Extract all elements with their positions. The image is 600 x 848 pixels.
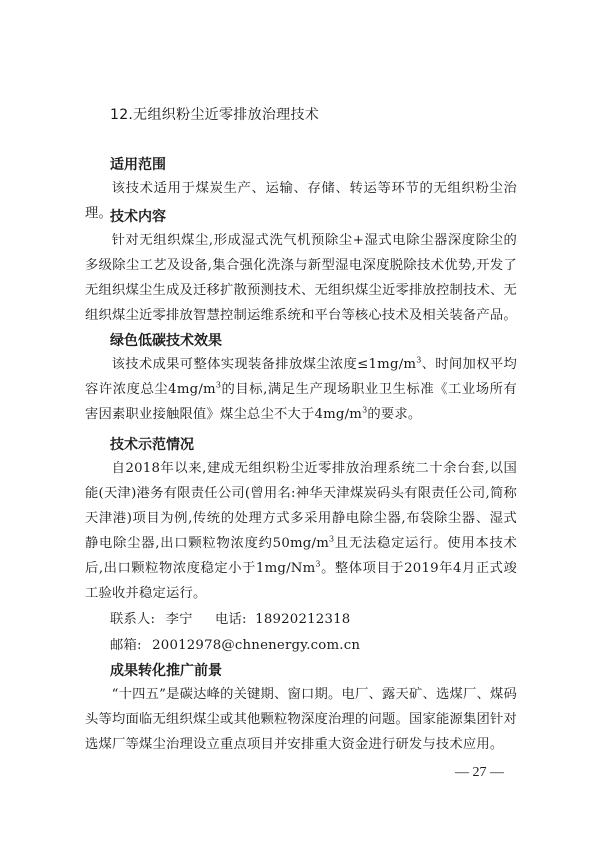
heading-outlook: 成果转化推广前景 bbox=[110, 663, 222, 679]
contact-person-label: 联系人: bbox=[110, 612, 156, 627]
contact-phone: 18920212318 bbox=[255, 612, 351, 627]
para-effect: 该技术成果可整体实现装备排放煤尘浓度$\le 1mg/m^3$、时间加权平均容许浓度总尘$4mg/m^3$的目标,满足生产现场职业卫生标准《工业场所有害因素职业接触限值》煤尘总尘不大于$4mg/m^3$的要求。 bbox=[85, 355, 517, 422]
email-value: 20012978@chnenergy.com.cn bbox=[152, 638, 361, 653]
heading-content: 技术内容 bbox=[110, 209, 166, 225]
contact-line bbox=[110, 608, 350, 627]
heading-demo: 技术示范情况 bbox=[110, 437, 194, 453]
email-line bbox=[110, 634, 360, 653]
section-title: 12.无组织粉尘近零排放治理技术 bbox=[110, 107, 320, 123]
para-content: 针对无组织煤尘,形成湿式洗气机预除尘+湿式电除尘器深度除尘的多级除尘工艺及设备,集合强化洗涤与新型湿电深度脱除技术优势,开发了无组织煤尘生成及迁移扩散预测技术、无组织煤尘近零排放控制技术、无组织煤尘近零排放智慧控制运维系统和平台等核心技术及相关装备产品。 bbox=[85, 233, 517, 323]
contact-person: 李宁 bbox=[165, 612, 193, 627]
para-outlook: “十四五”是碳达峰的关键期、窗口期。电厂、露天矿、选煤厂、煤码头等均面临无组织煤尘或其他颗粒物深度治理的问题。国家能源集团针对选煤厂等煤尘治理设立重点项目并安排重大资金进行研发与技术应用。 bbox=[85, 687, 517, 752]
page-number: — 27 — bbox=[455, 765, 504, 780]
heading-effect: 绿色低碳技术效果 bbox=[110, 333, 222, 349]
email-label: 邮箱: bbox=[110, 638, 142, 653]
heading-scope: 适用范围 bbox=[110, 157, 166, 173]
contact-phone-label: 电话: bbox=[215, 612, 247, 627]
para-scope: 该技术适用于煤炭生产、运输、存储、转运等环节的无组织粉尘治理。 bbox=[85, 181, 517, 221]
para-demo: 自2018年以来,建成无组织粉尘近零排放治理系统二十余台套,以国能(天津)港务有限责任公司(曾用名:神华天津煤炭码头有限责任公司,简称天津港)项目为例,传统的处理方式多采用静电除尘器,布袋除尘器、湿式静电除尘器,出口颗粒物浓度约$50mg/m^3$且无法稳定运行。使用本技术后,出口颗粒物浓度稳定小于1mg/Nm$^3$。整体项目于2019年4月正式竣工验收并稳定运行。 bbox=[85, 461, 518, 601]
